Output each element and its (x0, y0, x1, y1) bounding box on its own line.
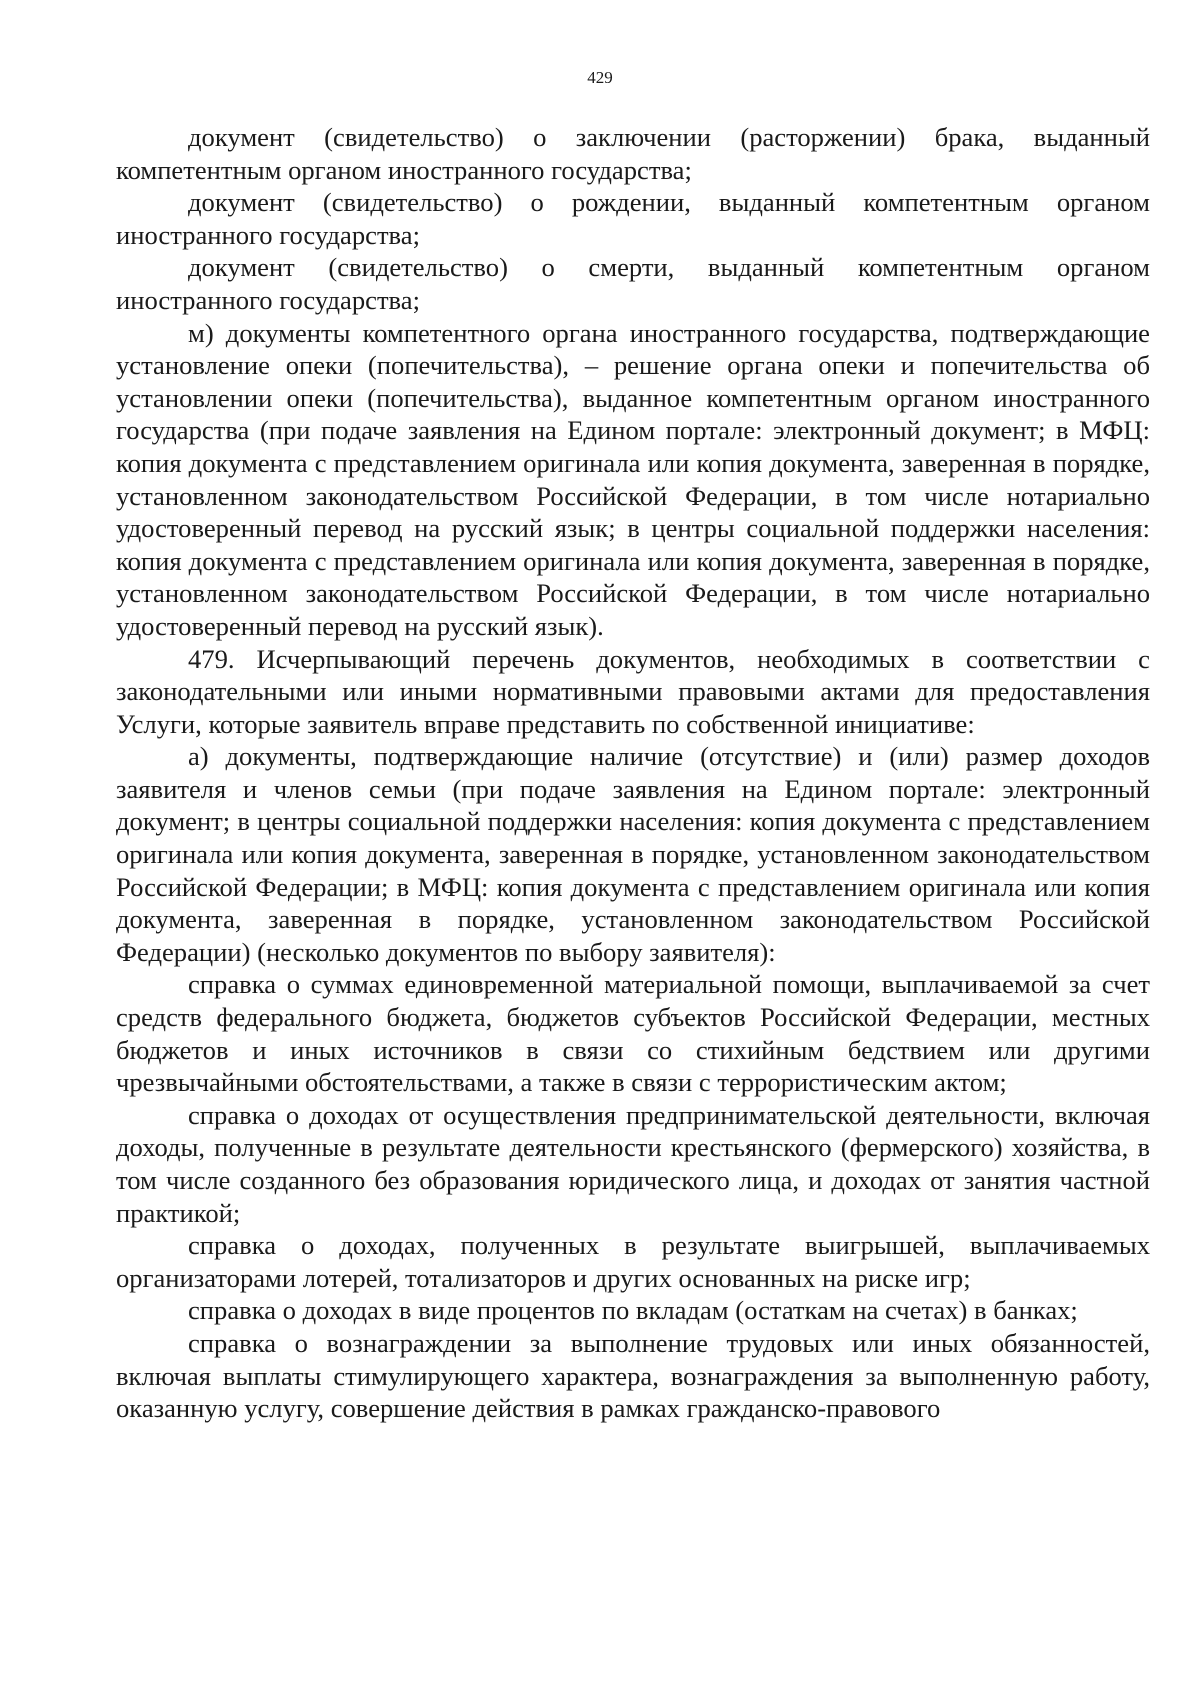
paragraph-death-certificate: документ (свидетельство) о смерти, выданный компетентным органом иностранного государства; (116, 252, 1150, 315)
page-number: 429 (587, 68, 613, 87)
paragraph-item-a-income-documents: а) документы, подтверждающие наличие (отсутствие) и (или) размер доходов заявителя и членов семьи (при подаче заявления на Едином портале: электронный документ; в центры социальной поддержки населения: копия документа с представлением оригинала или копия документа, заверенная в порядке, установленном законодательством Российской Федерации; в МФЦ: копия документа с представлением оригинала или копия документа, заверенная в порядке, установленном законодательством Российской Федерации) (несколько документов по выбору заявителя): (116, 741, 1150, 967)
paragraph-deposit-interest: справка о доходах в виде процентов по вкладам (остаткам на счетах) в банках; (188, 1295, 1078, 1326)
paragraph-remuneration: справка о вознаграждении за выполнение трудовых или иных обязанностей, включая выплаты стимулирующего характера, вознаграждения за выполненную работу, оказанную услугу, совершение действия в рамках гражданско-правового (116, 1327, 1150, 1424)
paragraph-section-479: 479. Исчерпывающий перечень документов, необходимых в соответствии с законодательными или иными нормативными правовыми актами для предоставления Услуги, которые заявитель вправе представить по собственной инициативе: (116, 643, 1150, 739)
paragraph-birth-certificate: документ (свидетельство) о рождении, выданный компетентным органом иностранного государства; (116, 187, 1150, 250)
paragraph-marriage-certificate: документ (свидетельство) о заключении (расторжении) брака, выданный компетентным органом иностранного государства; (116, 122, 1150, 185)
document-body (116, 121, 1150, 1425)
paragraph-item-m-guardianship: м) документы компетентного органа иностранного государства, подтверждающие установление опеки (попечительства), – решение органа опеки и попечительства об установлении опеки (попечительства), выданное компетентным органом иностранного государства (при подаче заявления на Едином портале: электронный документ; в МФЦ: копия документа с представлением оригинала или копия документа, заверенная в порядке, установленном законодательством Российской Федерации, в том числе нотариально удостоверенный перевод на русский язык; в центры социальной поддержки населения: копия документа с представлением оригинала или копия документа, заверенная в порядке, установленном законодательством Российской Федерации, в том числе нотариально удостоверенный перевод на русский язык). (116, 317, 1150, 641)
paragraph-lump-sum-aid: справка о суммах единовременной материальной помощи, выплачиваемой за счет средств федерального бюджета, бюджетов субъектов Российской Федерации, местных бюджетов и иных источников в связи со стихийным бедствием или другими чрезвычайными обстоятельствами, а также в связи с террористическим актом; (116, 969, 1150, 1098)
paragraph-business-income: справка о доходах от осуществления предпринимательской деятельности, включая доходы, полученные в результате деятельности крестьянского (фермерского) хозяйства, в том числе созданного без образования юридического лица, и доходах от занятия частной практикой; (116, 1099, 1150, 1228)
paragraph-winnings-income: справка о доходах, полученных в результате выигрышей, выплачиваемых организаторами лотерей, тотализаторов и других основанных на риске игр; (116, 1230, 1150, 1293)
